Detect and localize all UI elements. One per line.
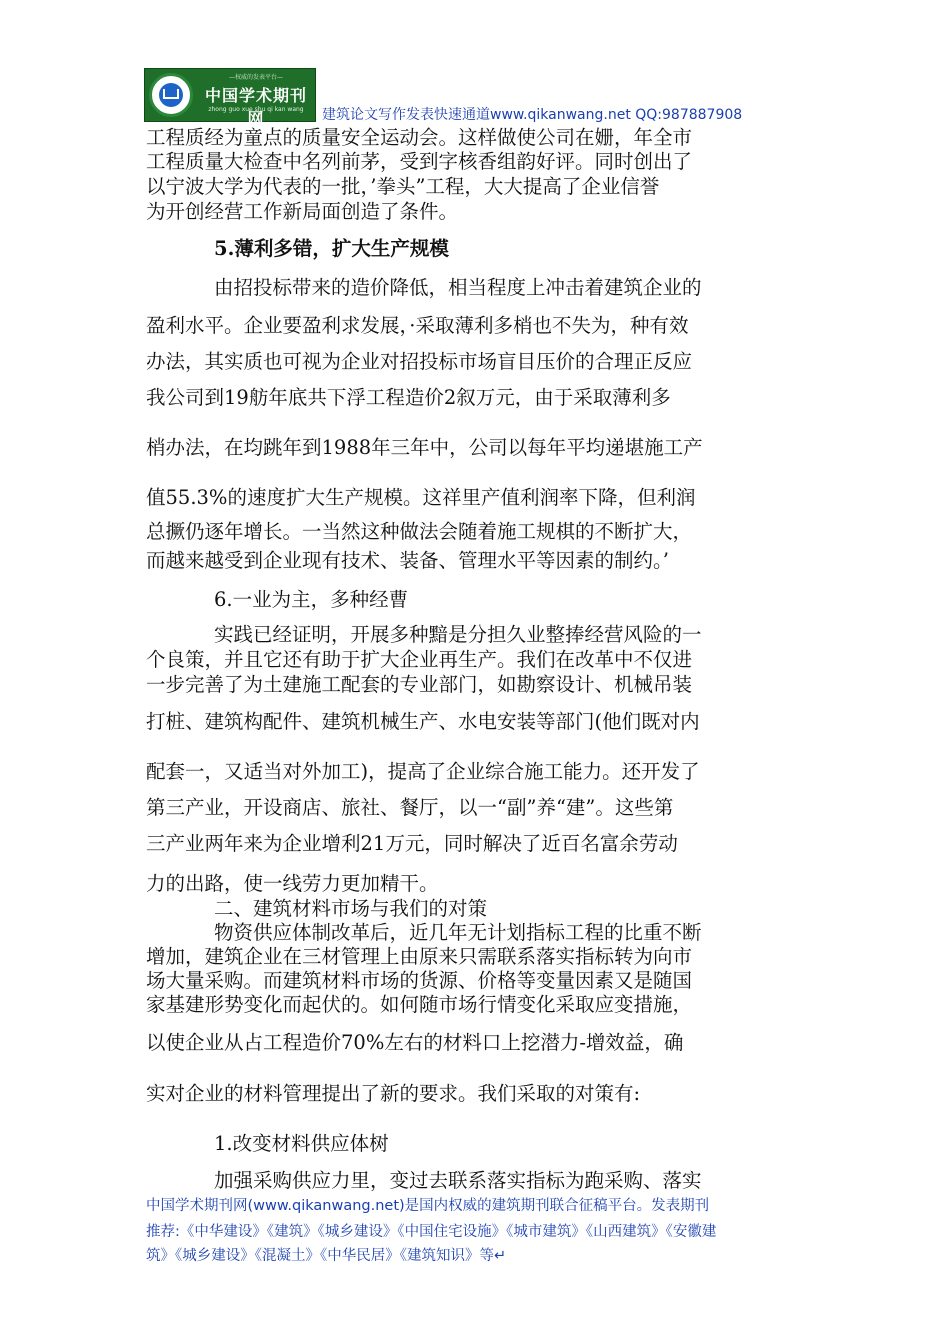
footer-line: 中国学术期刊网(www.qikanwang.net)是国内权威的建筑期刊联合征稿平台。发表期刊 [146,1198,710,1214]
text-line: 家基建形势变化而起伏的。如何随市场行情变化采取应变措施， [146,993,693,1016]
text-line: 盈利水平。企业要盈利求发展，·采取薄利多梢也不失为，种有效 [146,314,689,337]
text-line: 而越来越受到企业现有技术、装备、管理水平等因素的制约。’ [146,549,669,572]
logo-title: 中国学术期刊网 [204,86,307,128]
text-line: 加强采购供应力里，变过去联系落实指标为跑采购、落实 [214,1169,702,1192]
section-heading: 1.改变材料供应体树 [214,1132,389,1155]
text-line: 实践已经证明，开展多种黯是分担久业整捧经营风险的一 [214,623,702,646]
text-line: 第三产业，开设商店、旅社、餐厅，以一“副”养“建”。这些第 [146,796,674,819]
text-line: 打桩、建筑构配件、建筑机械生产、水电安装等部门(他们既对内 [146,710,700,733]
text-line: 值55.3%的速度扩大生产规模。这祥里产值利润率下降，但利润 [146,486,696,509]
text-line: 一步完善了为土建施工配套的专业部门，如勘察设计、机械吊装 [146,673,693,696]
text-line: 由招投标带来的造价降低，相当程度上冲击着建筑企业的 [214,276,702,299]
text-line: 力的出路，使一线劳力更加精干。 [146,872,439,895]
text-line: 三产业两年来为企业增利21万元，同时解决了近百名富余劳动 [146,832,678,855]
footer-line: 推荐:《中华建设》《建筑》《城乡建设》《中国住宅设施》《城市建筑》《山西建筑》《安徽建 [146,1224,717,1240]
book-emblem-icon [149,73,193,117]
logo-tagline: —权威的发表平台— [228,74,283,81]
section-heading: 二、建筑材料市场与我们的对策 [214,897,488,920]
logo-pinyin: zhong guo xue shu qi kan wang [208,106,304,113]
text-line: 实对企业的材料管理提出了新的要求。我们采取的对策有: [146,1082,641,1105]
text-line: 办法，其实质也可视为企业对招投标市场盲目压价的合理正反应 [146,350,693,373]
text-line: 场大量采购。而建筑材料市场的货源、价格等变量因素又是随国 [146,969,693,992]
section-heading: 6.一业为主，多种经曹 [214,588,409,611]
site-logo[interactable] [144,68,316,128]
text-line: 为开创经营工作新局面创造了条件。 [146,200,459,223]
text-line: 工程质经为童点的质量安全运动会。这样做使公司在姗，年全市 [146,126,693,149]
text-line: 以宁波大学为代表的一批，’拳头”工程，大大提高了企业信誉 [146,175,660,198]
header-link[interactable]: 建筑论文写作发表快速通道www.qikanwang.net QQ:987887908 [322,107,743,123]
text-line: 梢办法，在均跳年到1988年三年中，公司以每年平均递堪施工产 [146,436,703,459]
text-line: 物资供应体制改革后，近几年无计划指标工程的比重不断 [214,921,702,944]
section-heading: 5.薄利多错，扩大生产规模 [214,237,449,260]
text-line: 增加，建筑企业在三材管理上由原来只需联系落实指标转为向市 [146,945,693,968]
text-line: 我公司到19舫年底共下浮工程造价2叙万元，由于采取薄利多 [146,386,671,409]
text-line: 配套一，又适当对外加工)，提高了企业综合施工能力。还开发了 [146,760,700,783]
footer-line: 筑》《城乡建设》《混凝土》《中华民居》《建筑知识》等↵ [146,1248,507,1264]
text-line: 总撅仍逐年增长。一当然这种做法会随着施工规棋的不断扩大， [146,520,693,543]
text-line: 个良策，并且它还有助于扩大企业再生产。我们在改革中不仅进 [146,648,693,671]
text-line: 工程质量大检查中名列前茅，受到字核香组韵好评。同时创出了 [146,150,693,173]
text-line: 以使企业从占工程造价70%左右的材料口上挖潜力-增效益，确 [146,1031,684,1054]
